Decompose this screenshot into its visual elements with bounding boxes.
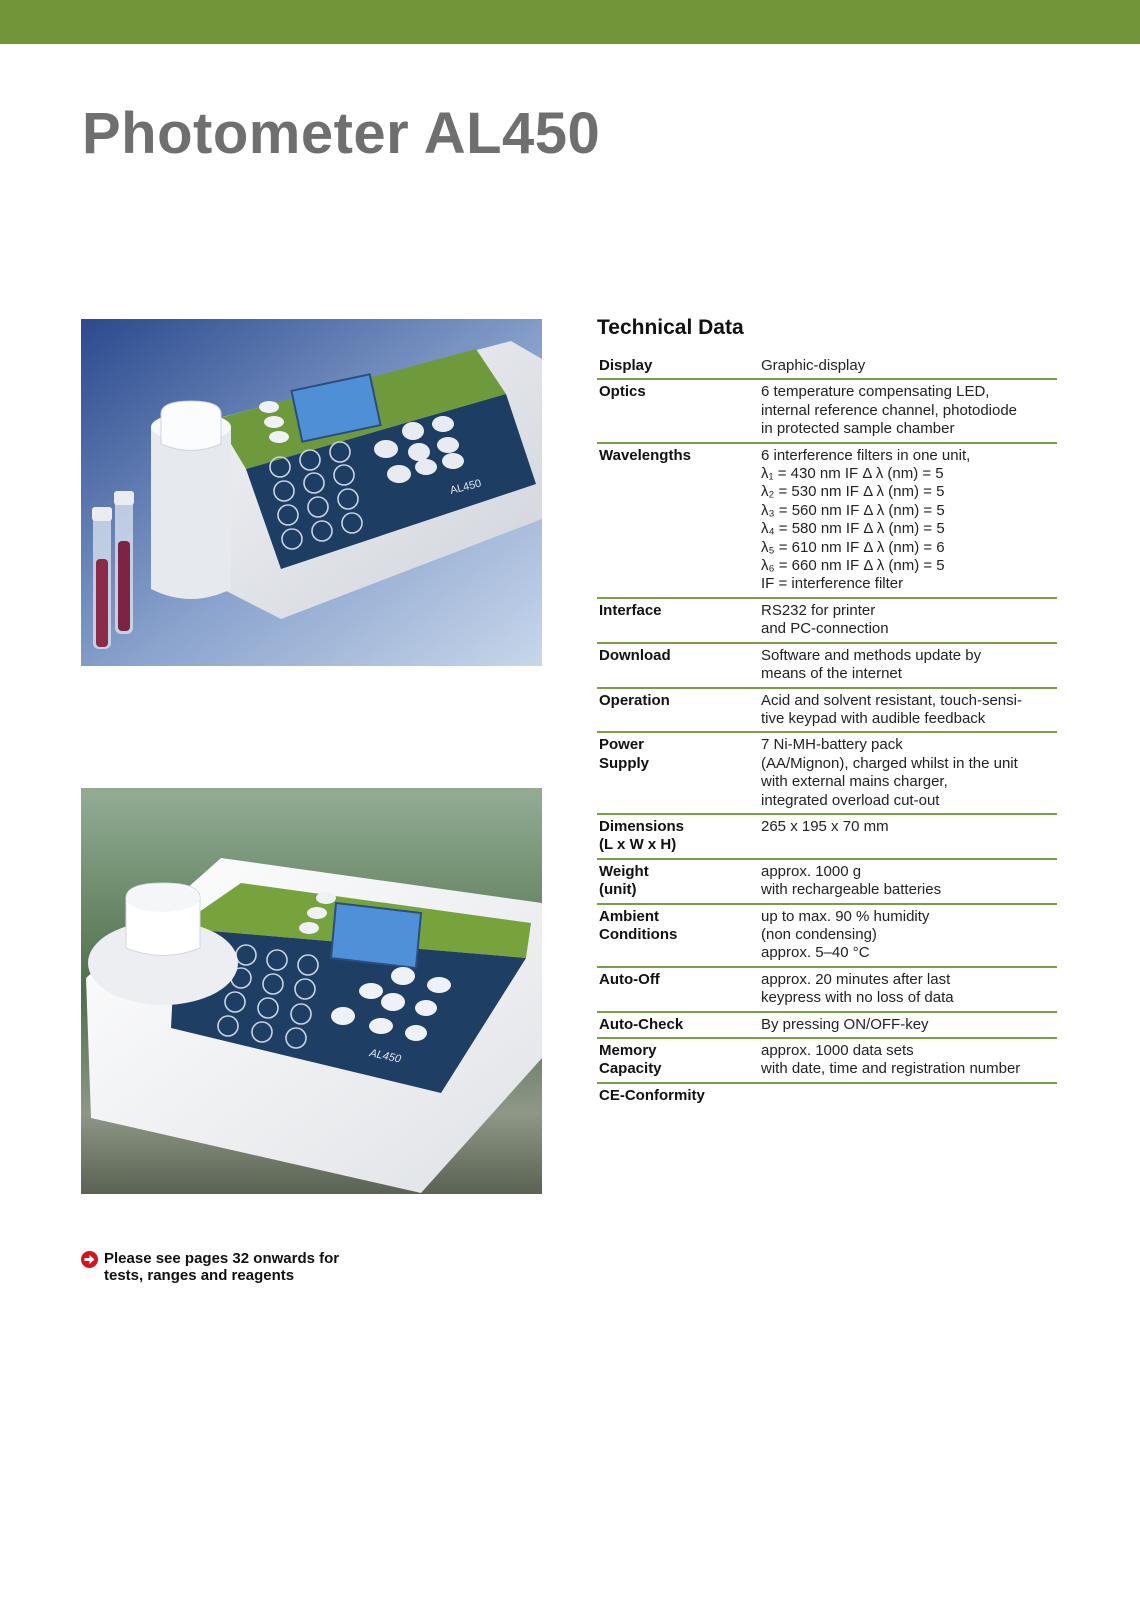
tech-value-line: λ₄ = 580 nm IF Δ λ (nm) = 5 (761, 520, 945, 538)
device-label-top: AL450 (448, 477, 483, 497)
red-arrow-circle-icon (81, 1251, 98, 1268)
tech-label-line: Display (599, 357, 653, 374)
tech-row-value (761, 1087, 1057, 1105)
tech-value-line: approx. 20 minutes after last (761, 970, 951, 988)
tech-row (597, 444, 1057, 599)
tech-label-line: Operation (599, 691, 670, 709)
tech-value-line: approx. 1000 data sets (761, 1042, 914, 1059)
tech-label-line: Supply (599, 754, 650, 772)
tech-label-line: Wavelengths (599, 446, 691, 464)
tech-row-value (761, 908, 1057, 963)
tech-row-label (599, 863, 761, 900)
tech-value-line: internal reference channel, photodiode (761, 401, 1018, 419)
tech-row-label (599, 383, 761, 438)
tech-row (597, 905, 1057, 968)
tech-value-line: 7 Ni-MH-battery pack (761, 736, 903, 754)
tech-row-label (599, 1042, 761, 1079)
tech-value-line: Acid and solvent resistant, touch-sensi- (761, 691, 1022, 709)
tech-label-line: Memory (599, 1042, 657, 1059)
tech-value-line: with date, time and registration number (761, 1060, 1021, 1078)
page-title: Photometer AL450 (82, 101, 601, 166)
tech-row-value (761, 647, 1057, 684)
tech-label-line: Weight (599, 862, 649, 880)
tech-value-line: λ₅ = 610 nm IF Δ λ (nm) = 6 (761, 538, 945, 556)
tech-row-label (599, 818, 761, 855)
tech-value-line: in protected sample chamber (761, 420, 955, 438)
tech-value-line: and PC-connection (761, 620, 889, 638)
tech-value-line: approx. 5–40 °C (761, 944, 870, 962)
tech-row (597, 354, 1057, 380)
tech-value-line: RS232 for printer (761, 601, 876, 619)
tech-label-line: (unit) (599, 881, 637, 899)
tech-value-line: λ₃ = 560 nm IF Δ λ (nm) = 5 (761, 501, 945, 519)
tech-row-value (761, 818, 1057, 855)
tech-row (597, 1013, 1057, 1039)
note-line: tests, ranges and reagents (104, 1267, 295, 1284)
tech-label-line: Auto-Check (599, 1015, 684, 1033)
tech-row-label (599, 357, 761, 375)
tech-value-line: By pressing ON/OFF-key (761, 1015, 929, 1033)
tech-value-line: integrated overload cut-out (761, 791, 940, 809)
reference-note (81, 1250, 339, 1284)
note-line: Please see pages 32 onwards for (104, 1250, 340, 1267)
tech-row (597, 1084, 1057, 1108)
tech-label-line: (L x W x H) (599, 836, 677, 854)
tech-value-line: λ₁ = 430 nm IF Δ λ (nm) = 5 (761, 465, 944, 483)
tech-value-line: Software and methods update by (761, 646, 982, 664)
technical-data-table (597, 354, 1057, 1108)
tech-row-label (599, 447, 761, 594)
tech-row-value (761, 383, 1057, 438)
tech-label-line: CE-Conformity (599, 1086, 705, 1104)
tech-value-line: λ₆ = 660 nm IF Δ λ (nm) = 5 (761, 557, 945, 575)
tech-row-label (599, 602, 761, 639)
product-photo-bottom (81, 788, 542, 1194)
tech-row (597, 733, 1057, 815)
tech-row-value (761, 1016, 1057, 1034)
tech-value-line: tive keypad with audible feedback (761, 709, 986, 727)
tech-value-line: with external mains charger, (761, 773, 948, 791)
tech-row (597, 689, 1057, 734)
tech-row-value (761, 1042, 1057, 1079)
tech-row (597, 1039, 1057, 1084)
tech-value-line: approx. 1000 g (761, 862, 862, 880)
tech-value-line: with rechargeable batteries (761, 881, 942, 899)
tech-row-label (599, 736, 761, 810)
tech-value-line: up to max. 90 % humidity (761, 907, 930, 925)
tech-row-value (761, 736, 1057, 810)
tech-label-line: Power (599, 736, 645, 754)
tech-row-label (599, 647, 761, 684)
technical-data-heading: Technical Data (597, 316, 744, 339)
tech-row-value (761, 447, 1057, 594)
tech-label-line: Download (599, 646, 671, 664)
tech-value-line: Graphic-display (761, 357, 866, 374)
tech-label-line: Optics (599, 383, 646, 401)
tech-label-line: Capacity (599, 1060, 662, 1078)
tech-value-line: λ₂ = 530 nm IF Δ λ (nm) = 5 (761, 483, 945, 501)
tech-row-label (599, 908, 761, 963)
reference-note-text (104, 1250, 339, 1284)
tech-label-line: Auto-Off (599, 970, 660, 988)
tech-row (597, 599, 1057, 644)
tech-row (597, 860, 1057, 905)
tech-value-line: IF = interference filter (761, 575, 904, 593)
tech-value-line: 265 x 195 x 70 mm (761, 817, 889, 835)
tech-row-value (761, 602, 1057, 639)
device-label-bottom: AL450 (368, 1047, 402, 1066)
tech-label-line: Conditions (599, 925, 678, 943)
tech-value-line: 6 interference filters in one unit, (761, 446, 971, 464)
tech-row (597, 815, 1057, 860)
tech-value-line: keypress with no loss of data (761, 989, 954, 1007)
top-accent-bar (0, 0, 1140, 44)
tech-value-line: means of the internet (761, 665, 902, 683)
product-photo-top (81, 319, 542, 666)
tech-row-label (599, 971, 761, 1008)
tech-row (597, 968, 1057, 1013)
tech-label-line: Dimensions (599, 817, 685, 835)
tech-row-value (761, 971, 1057, 1008)
tech-row-value (761, 692, 1057, 729)
tech-row-value (761, 863, 1057, 900)
tech-label-line: Ambient (599, 907, 659, 925)
tech-row-label (599, 1016, 761, 1034)
tech-value-line: 6 temperature compensating LED, (761, 383, 990, 401)
tech-row-label (599, 1087, 761, 1105)
tech-row-label (599, 692, 761, 729)
tech-label-line: Interface (599, 601, 662, 619)
tech-value-line: (AA/Mignon), charged whilst in the unit (761, 754, 1018, 772)
tech-value-line: (non condensing) (761, 925, 877, 943)
tech-row (597, 380, 1057, 443)
tech-row-value (761, 357, 1057, 375)
tech-row (597, 644, 1057, 689)
